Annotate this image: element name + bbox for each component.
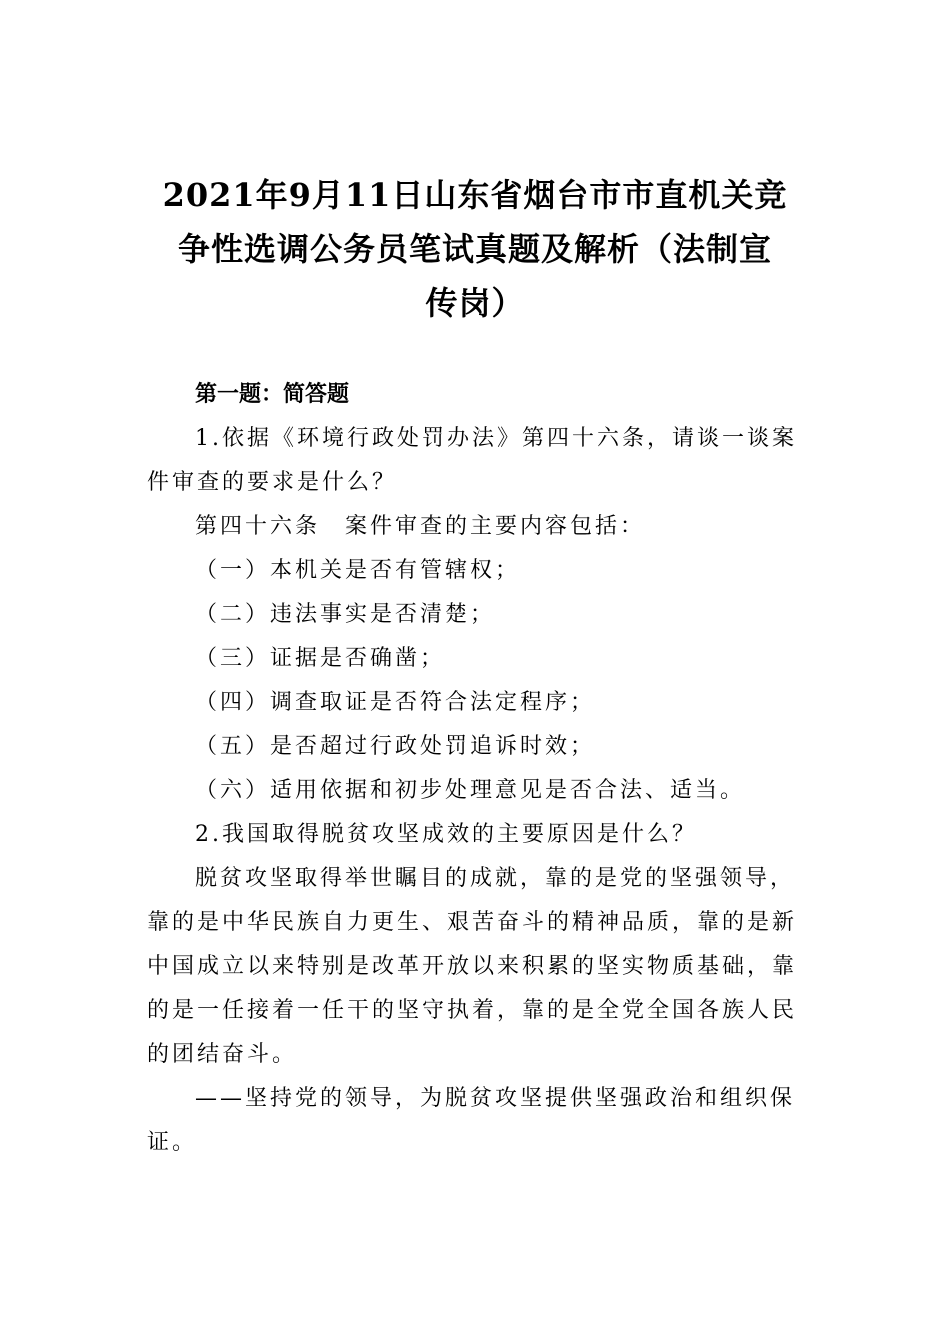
title-line-1: 2021年9月11日山东省烟台市市直机关竞: [162, 176, 788, 214]
list-item: （四）调查取证是否符合法定程序；: [195, 690, 596, 715]
question-1-line-1: 1.依据《环境行政处罚办法》第四十六条，请谈一谈案: [195, 426, 797, 451]
title-line-3: 传岗）: [425, 284, 525, 322]
answer-line: 脱贫攻坚取得举世瞩目的成就，靠的是党的坚强领导，: [195, 866, 796, 891]
answer-line: 的团结奋斗。: [147, 1042, 298, 1067]
point-line: ——坚持党的领导，为脱贫攻坚提供坚强政治和组织保: [195, 1086, 796, 1111]
section-heading: 第一题：简答题: [195, 382, 350, 407]
answer-line: 靠的是中华民族自力更生、艰苦奋斗的精神品质，靠的是新: [147, 910, 798, 935]
answer-line: 中国成立以来特别是改革开放以来积累的坚实物质基础，靠: [147, 954, 798, 979]
point-paragraph: [147, 1077, 809, 1165]
question-2: 2.我国取得脱贫攻坚成效的主要原因是什么？: [195, 822, 697, 847]
document-title: [140, 168, 810, 330]
point-line: 证。: [147, 1130, 198, 1155]
answer-paragraph: [147, 857, 809, 1077]
list-item: （一）本机关是否有管辖权；: [195, 558, 521, 583]
list-item: （三）证据是否确凿；: [195, 646, 446, 671]
list-item: （二）违法事实是否清楚；: [195, 602, 496, 627]
document-body: [147, 373, 809, 1165]
list-item: （五）是否超过行政处罚追诉时效；: [195, 734, 596, 759]
title-line-2: 争性选调公务员笔试真题及解析（法制宣: [177, 230, 772, 268]
article-intro: 第四十六条 案件审查的主要内容包括：: [195, 514, 646, 539]
question-1: [147, 417, 809, 505]
question-1-line-2: 件审查的要求是什么？: [147, 470, 398, 495]
list-item: （六）适用依据和初步处理意见是否合法、适当。: [195, 778, 746, 803]
answer-line: 的是一任接着一任干的坚守执着，靠的是全党全国各族人民: [147, 998, 798, 1023]
